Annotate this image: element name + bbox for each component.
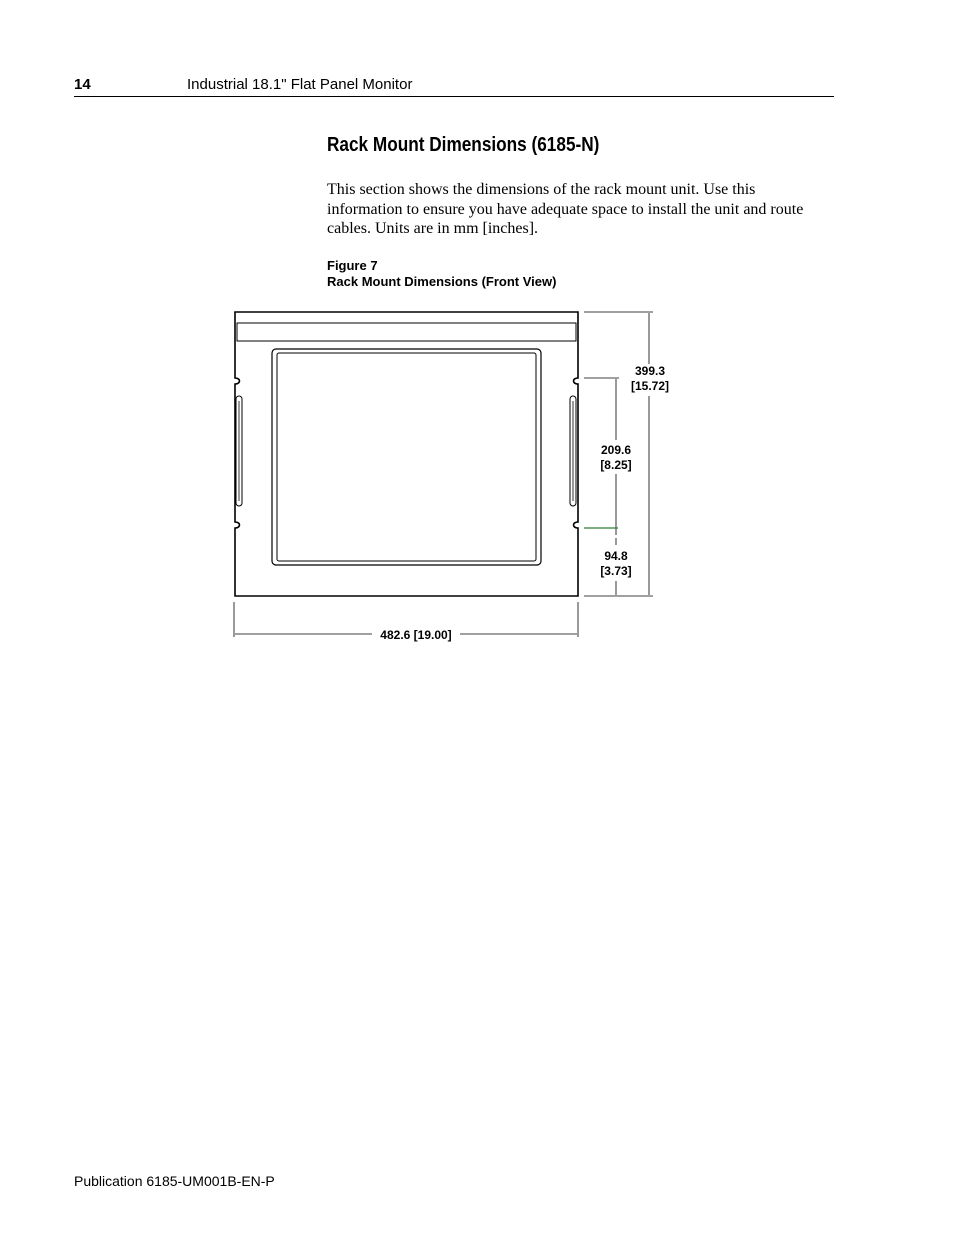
figure-title: Rack Mount Dimensions (Front View) (327, 274, 557, 289)
body-paragraph: This section shows the dimensions of the rack mount unit. Use this information to ensure you have adequate space to install the unit and route cables. Units are in mm [inches]. (327, 181, 804, 237)
figure-number: Figure 7 (327, 258, 378, 273)
header-rule (74, 96, 834, 97)
figure-caption (327, 258, 556, 290)
page-number: 14 (74, 76, 91, 93)
dimension-lines (234, 312, 653, 637)
screen-bezel-inner (277, 353, 536, 561)
section-title: Rack Mount Dimensions (6185-N) (327, 134, 600, 156)
front-panel-outline (235, 312, 578, 596)
height-dim-mm: 399.3 (634, 364, 666, 378)
bottom-offset-dim-mm: 94.8 (604, 549, 628, 563)
width-dim: 482.6 [19.00] (380, 628, 452, 642)
hole-spacing-dim-mm: 209.6 (600, 443, 632, 457)
rack-unit-outline (235, 312, 578, 596)
top-bezel-bar (237, 323, 576, 341)
bottom-offset-dim-in: [3.73] (600, 564, 632, 578)
section-body (327, 180, 817, 239)
hole-spacing-dim-in: [8.25] (600, 458, 632, 472)
height-dim-in: [15.72] (630, 379, 670, 393)
publication-footer: Publication 6185-UM001B-EN-P (74, 1173, 275, 1189)
running-header-title: Industrial 18.1" Flat Panel Monitor (187, 76, 413, 93)
rack-mount-front-view-drawing (226, 305, 686, 650)
screen-bezel-outer (272, 349, 541, 565)
